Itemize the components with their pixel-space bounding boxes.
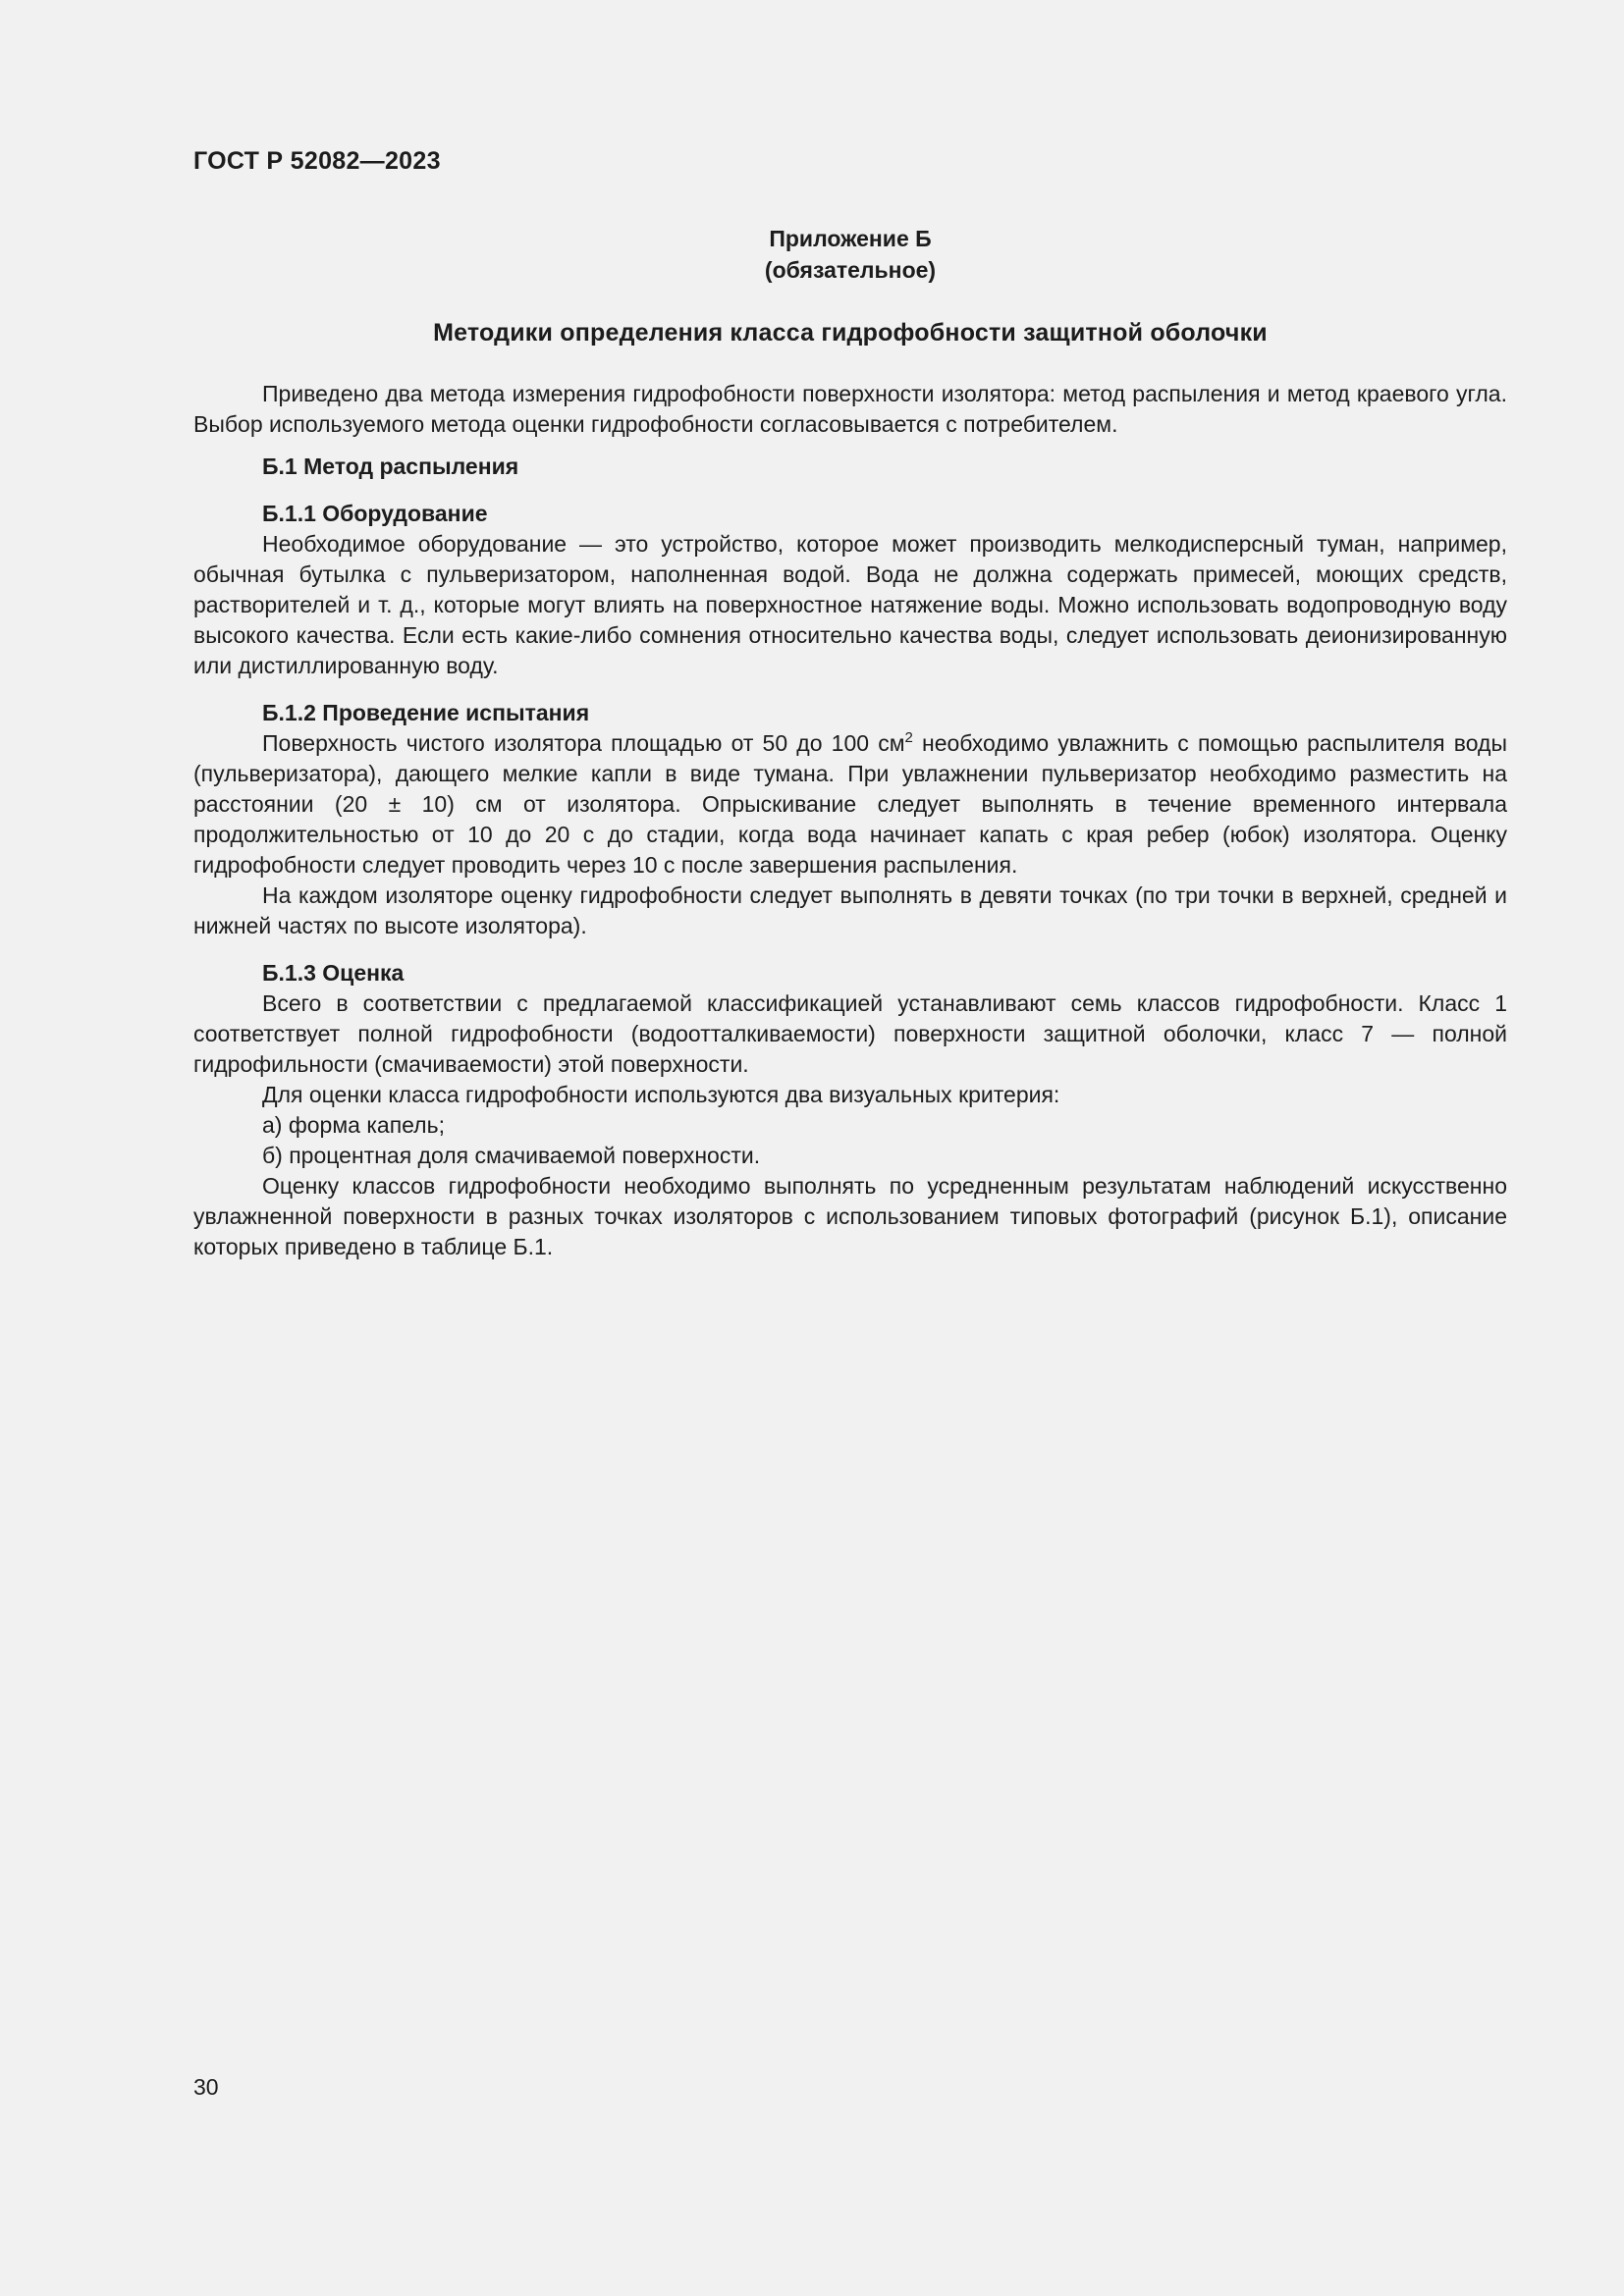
section-b13-paragraph-2: Для оценки класса гидрофобности используются два визуальных критерия: [262, 1082, 1060, 1107]
section-b12-paragraph-2: На каждом изоляторе оценку гидрофобности следует выполнять в девяти точках (по три точки в верхней, средней и нижней частях по высоте изолятора). [193, 882, 1507, 938]
annex-title: Приложение Б [769, 226, 932, 251]
intro-paragraph: Приведено два метода измерения гидрофобности поверхности изолятора: метод распыления и метод краевого угла. Выбор используемого метода оценки гидрофобности согласовывается с потребителем. [193, 381, 1507, 437]
superscript-2: 2 [904, 729, 913, 746]
b12-text-part-2: необходимо увлажнить с помощью распылителя воды (пульверизатора), дающего мелкие капли в виде тумана. При увлажнении пульверизатор необходимо разместить на расстоянии (20 ± 10) см от изолятора. Опрыскивание следует выполнять в течение временного интервала продолжительностью от 10 до 20 с до стадии, когда вода начинает капать с края ребер (юбок) изолятора. Оценку гидрофобности следует проводить через 10 с после завершения распыления. [193, 730, 1507, 878]
section-b13-paragraph-3: Оценку классов гидрофобности необходимо выполнять по усредненным результатам наблюдений искусственно увлажненной поверхности в разных точках изоляторов с использованием типовых фотографий (рисунок Б.1), описание которых приведено в таблице Б.1. [193, 1173, 1507, 1259]
annex-status: (обязательное) [764, 257, 937, 283]
section-b11-heading: Б.1.1 Оборудование [262, 501, 488, 526]
list-item-b: б) процентная доля смачиваемой поверхности. [262, 1143, 761, 1168]
page-number: 30 [193, 2074, 219, 2100]
document-code: ГОСТ Р 52082—2023 [193, 147, 441, 175]
section-b13-paragraph-1: Всего в соответствии с предлагаемой классификацией устанавливают семь классов гидрофобности. Класс 1 соответствует полной гидрофобности (водоотталкиваемости) поверхности защитной оболочки, класс 7 — полной гидрофильности (смачиваемости) этой поверхности. [193, 990, 1507, 1077]
annex-heading: Методики определения класса гидрофобности защитной оболочки [433, 319, 1268, 347]
b12-text-part-1: Поверхность чистого изолятора площадью от 50 до 100 см [262, 730, 905, 756]
document-body [193, 379, 1507, 1262]
section-b13-heading: Б.1.3 Оценка [262, 960, 405, 986]
list-item-a: а) форма капель; [262, 1112, 445, 1138]
section-b12-heading: Б.1.2 Проведение испытания [262, 700, 590, 725]
section-b1-heading: Б.1 Метод распыления [262, 454, 519, 479]
section-b12-paragraph-1 [193, 728, 1507, 881]
section-b11-paragraph: Необходимое оборудование — это устройство, которое может производить мелкодисперсный туман, например, обычная бутылка с пульверизатором, наполненная водой. Вода не должна содержать примесей, моющих средств, растворителей и т. д., которые могут влиять на поверхностное натяжение воды. Можно использовать водопроводную воду высокого качества. Если есть какие-либо сомнения относительно качества воды, следует использовать деионизированную или дистиллированную воду. [193, 531, 1507, 678]
